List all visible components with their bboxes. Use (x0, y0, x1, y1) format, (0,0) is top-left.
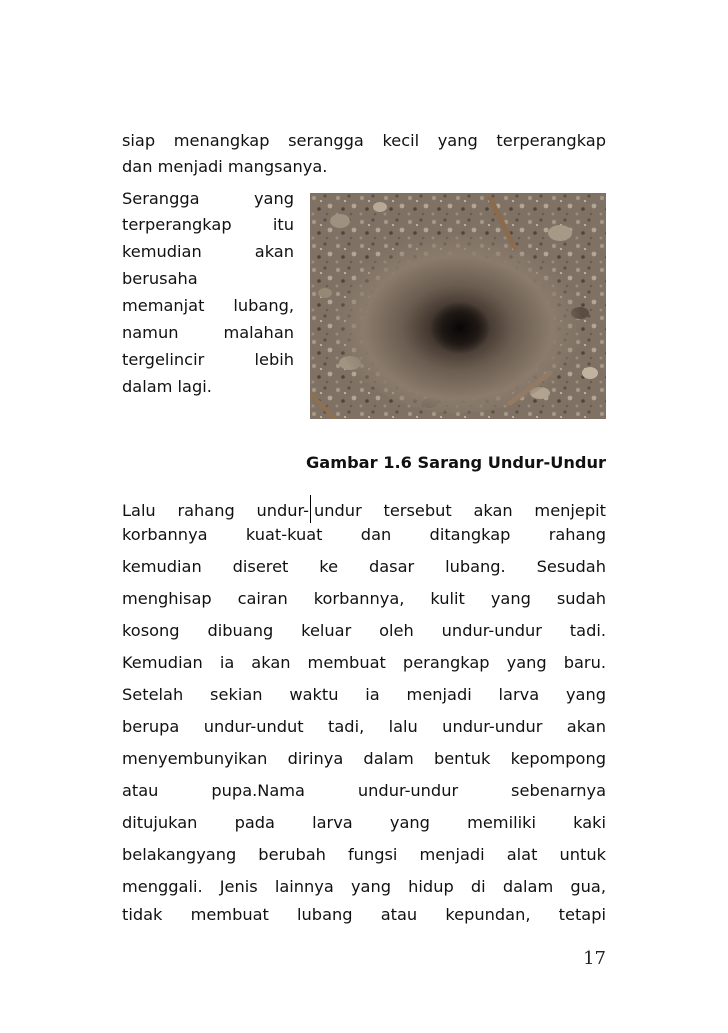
text-cursor (310, 495, 311, 523)
body-line: kemudian diseret ke dasar lubang. Sesudah (122, 557, 606, 576)
side-text-line: Serangga yang (122, 189, 294, 208)
side-text-line: berusaha (122, 269, 198, 288)
body-line-first (122, 495, 606, 523)
body-line: berupa undur-undut tadi, lalu undur-undur akan (122, 717, 606, 736)
body-line: Setelah sekian waktu ia menjadi larva yang (122, 685, 606, 704)
body-line: menghisap cairan korbannya, kulit yang sudah (122, 589, 606, 608)
side-text-line: tergelincir lebih (122, 350, 294, 369)
body-line: atau pupa.Nama undur-undur sebenarnya (122, 781, 606, 800)
body-line: ditujukan pada larva yang memiliki kaki (122, 813, 606, 832)
body-line: Kemudian ia akan membuat perangkap yang baru. (122, 653, 606, 672)
body-line: korbannya kuat-kuat dan ditangkap rahang (122, 525, 606, 544)
body-line: tidak membuat lubang atau kepundan, tetapi (122, 905, 606, 924)
body-line: menyembunyikan dirinya dalam bentuk kepompong (122, 749, 606, 768)
intro-line: dan menjadi mangsanya. (122, 157, 328, 176)
side-text-line: terperangkap itu (122, 215, 294, 234)
side-text-line: memanjat lubang, (122, 296, 294, 315)
body-line: belakangyang berubah fungsi menjadi alat untuk (122, 845, 606, 864)
body-line: kosong dibuang keluar oleh undur-undur tadi. (122, 621, 606, 640)
side-text-line: namun malahan (122, 323, 294, 342)
body-line-end: undur tersebut akan menjepit (314, 501, 606, 520)
side-text-line: kemudian akan (122, 242, 294, 261)
page-number: 17 (583, 948, 606, 969)
intro-line: siap menangkap serangga kecil yang terperangkap (122, 131, 606, 150)
body-line-start: Lalu rahang undur- (122, 501, 310, 520)
side-text-line: dalam lagi. (122, 377, 212, 396)
figure-caption: Gambar 1.6 Sarang Undur-Undur (306, 453, 606, 472)
body-line: menggali. Jenis lainnya yang hidup di dalam gua, (122, 877, 606, 896)
ant-lion-pit-photo (310, 193, 606, 419)
